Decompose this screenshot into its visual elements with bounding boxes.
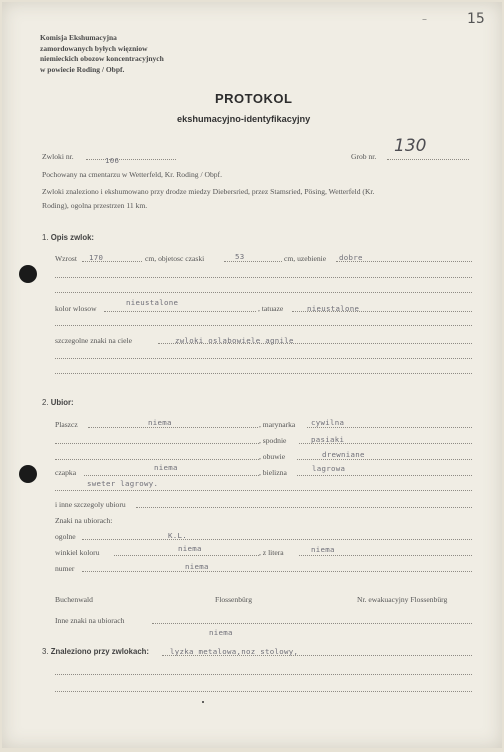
- flossenburg-label: Flossenbürg: [215, 595, 252, 604]
- uzebienie-value: dobre: [339, 253, 363, 262]
- obuwie-label: , obuwie: [259, 452, 286, 461]
- tatuaze-value: nieustalone: [307, 304, 360, 313]
- litera-value: niema: [311, 545, 335, 554]
- section3-number: 3.: [42, 647, 49, 656]
- obuwie-line: [297, 459, 472, 460]
- document-page: [2, 2, 502, 748]
- numer-label: numer: [55, 564, 75, 573]
- blank-line: [55, 277, 472, 278]
- znaki-cialo-label: szczegolne znaki na ciele: [55, 336, 132, 345]
- header-line: zamordowanych byłych więzniow: [40, 43, 148, 53]
- znaleziono-text-line1: Zwloki znaleziono i ekshumowano przy drodze miedzy Diebersried, przez Stamsried, Pösing, Wetterfeld (Kr.: [42, 187, 375, 196]
- czapka-line: [84, 475, 259, 476]
- ogolne-line: [82, 539, 472, 540]
- wzrost-value: 170: [89, 253, 104, 262]
- ewakuacyjny-label: Nr. ewakuacyjny Flossenbürg: [357, 595, 448, 604]
- spodnie-label: , spodnie: [259, 436, 287, 445]
- ogolne-value: K.L.: [168, 531, 187, 540]
- bielizna-value: lagrowa: [312, 464, 346, 473]
- marynarka-line: [307, 427, 472, 428]
- blank-line: [55, 358, 472, 359]
- page-number: 15: [467, 11, 485, 27]
- objetosc-line: [224, 261, 282, 262]
- wzrost-label: Wzrost: [55, 254, 77, 263]
- grob-label: Grob nr.: [351, 152, 377, 161]
- czapka-value: niema: [154, 463, 178, 472]
- zwloki-line: [86, 159, 176, 160]
- spodnie-value: pasiaki: [311, 435, 345, 444]
- corner-dash: –: [422, 14, 427, 25]
- grob-value: 130: [394, 136, 427, 156]
- plaszcz-line: [88, 427, 258, 428]
- znaki-ubiorach-label: Znaki na ubiorach:: [55, 516, 113, 525]
- zwloki-value: 106: [105, 156, 120, 165]
- blank-line: [55, 674, 472, 675]
- blank-line: [55, 691, 472, 692]
- blank-line: [55, 292, 472, 293]
- winkiel-label: winkiel koloru: [55, 548, 100, 557]
- numer-line: [82, 571, 472, 572]
- kolor-line: [104, 311, 256, 312]
- znaleziono-text-line2: Roding), ogolna przestrzen 11 km.: [42, 201, 148, 210]
- header-line: niemieckich obozow koncentracyjnych: [40, 54, 164, 63]
- litera-line: [299, 555, 472, 556]
- header-line: w powiecie Roding / Obpf.: [40, 64, 125, 74]
- section1-number: 1.: [42, 233, 49, 242]
- objetosc-label: cm, objetosc czaski: [145, 254, 205, 263]
- blank-line: [55, 490, 472, 491]
- inne-znaki-label: Inne znaki na ubiorach: [55, 616, 125, 625]
- tatuaze-label: , tatuaze: [258, 304, 284, 313]
- winkiel-line: [114, 555, 259, 556]
- grob-line: [387, 159, 469, 160]
- pochowany-text: Pochowany na cmentarzu w Wetterfeld, Kr. Roding / Obpf.: [42, 170, 222, 179]
- punch-hole-top: [19, 265, 37, 283]
- bielizna-label: , bielizna: [259, 468, 287, 477]
- blank-line: [55, 325, 472, 326]
- czapka-label: czapka: [55, 468, 77, 477]
- blank-line: [55, 443, 259, 444]
- marynarka-value: cywilna: [311, 418, 345, 427]
- kolor-value: nieustalone: [126, 298, 179, 307]
- uzebienie-label: cm, uzebienie: [284, 254, 327, 263]
- plaszcz-value: niema: [148, 418, 172, 427]
- zwloki-label: Zwloki nr.: [42, 152, 74, 161]
- section2-title: Ubior:: [50, 398, 74, 407]
- objetosc-value: 53: [235, 252, 245, 261]
- inne-szczegoly-line: [136, 507, 472, 508]
- ogolne-label: ogolne: [55, 532, 76, 541]
- punch-hole-bottom: [19, 465, 37, 483]
- znaki-cialo-value: zwloki oslabowiele agnile: [175, 336, 294, 345]
- document-title: PROTOKOL: [215, 91, 293, 106]
- inne-znaki-value: niema: [209, 628, 233, 637]
- winkiel-value: niema: [178, 544, 202, 553]
- document-subtitle: ekshumacyjno-identyfikacyjny: [177, 114, 311, 124]
- section2-heading: [42, 398, 74, 407]
- section3-heading: [42, 647, 149, 656]
- header-line: Komisja Ekshumacyjna: [40, 33, 117, 42]
- litera-label: , z litera: [259, 548, 284, 557]
- sweter-value: sweter lagrowy.: [87, 479, 159, 488]
- buchenwald-label: Buchenwald: [55, 595, 93, 604]
- bielizna-line: [297, 475, 472, 476]
- blank-line: [55, 459, 259, 460]
- section1-heading: [42, 233, 94, 242]
- section3-title: Znaleziono przy zwlokach:: [50, 647, 150, 656]
- numer-value: niema: [185, 562, 209, 571]
- plaszcz-label: Plaszcz: [55, 420, 78, 429]
- marynarka-label: , marynarka: [259, 420, 296, 429]
- kolor-label: kolor wlosow: [55, 304, 97, 313]
- inne-znaki-line: [152, 623, 472, 624]
- inne-szczegoly-label: i inne szczegoly ubioru: [55, 500, 126, 509]
- section2-number: 2.: [42, 398, 49, 407]
- section3-value: lyzka metalowa,noz stolowy,: [170, 647, 299, 656]
- dot-mark: [202, 701, 204, 703]
- commission-header: [40, 33, 164, 75]
- section1-title: Opis zwlok:: [50, 233, 95, 242]
- blank-line: [55, 373, 472, 374]
- obuwie-value: drewniane: [322, 450, 365, 459]
